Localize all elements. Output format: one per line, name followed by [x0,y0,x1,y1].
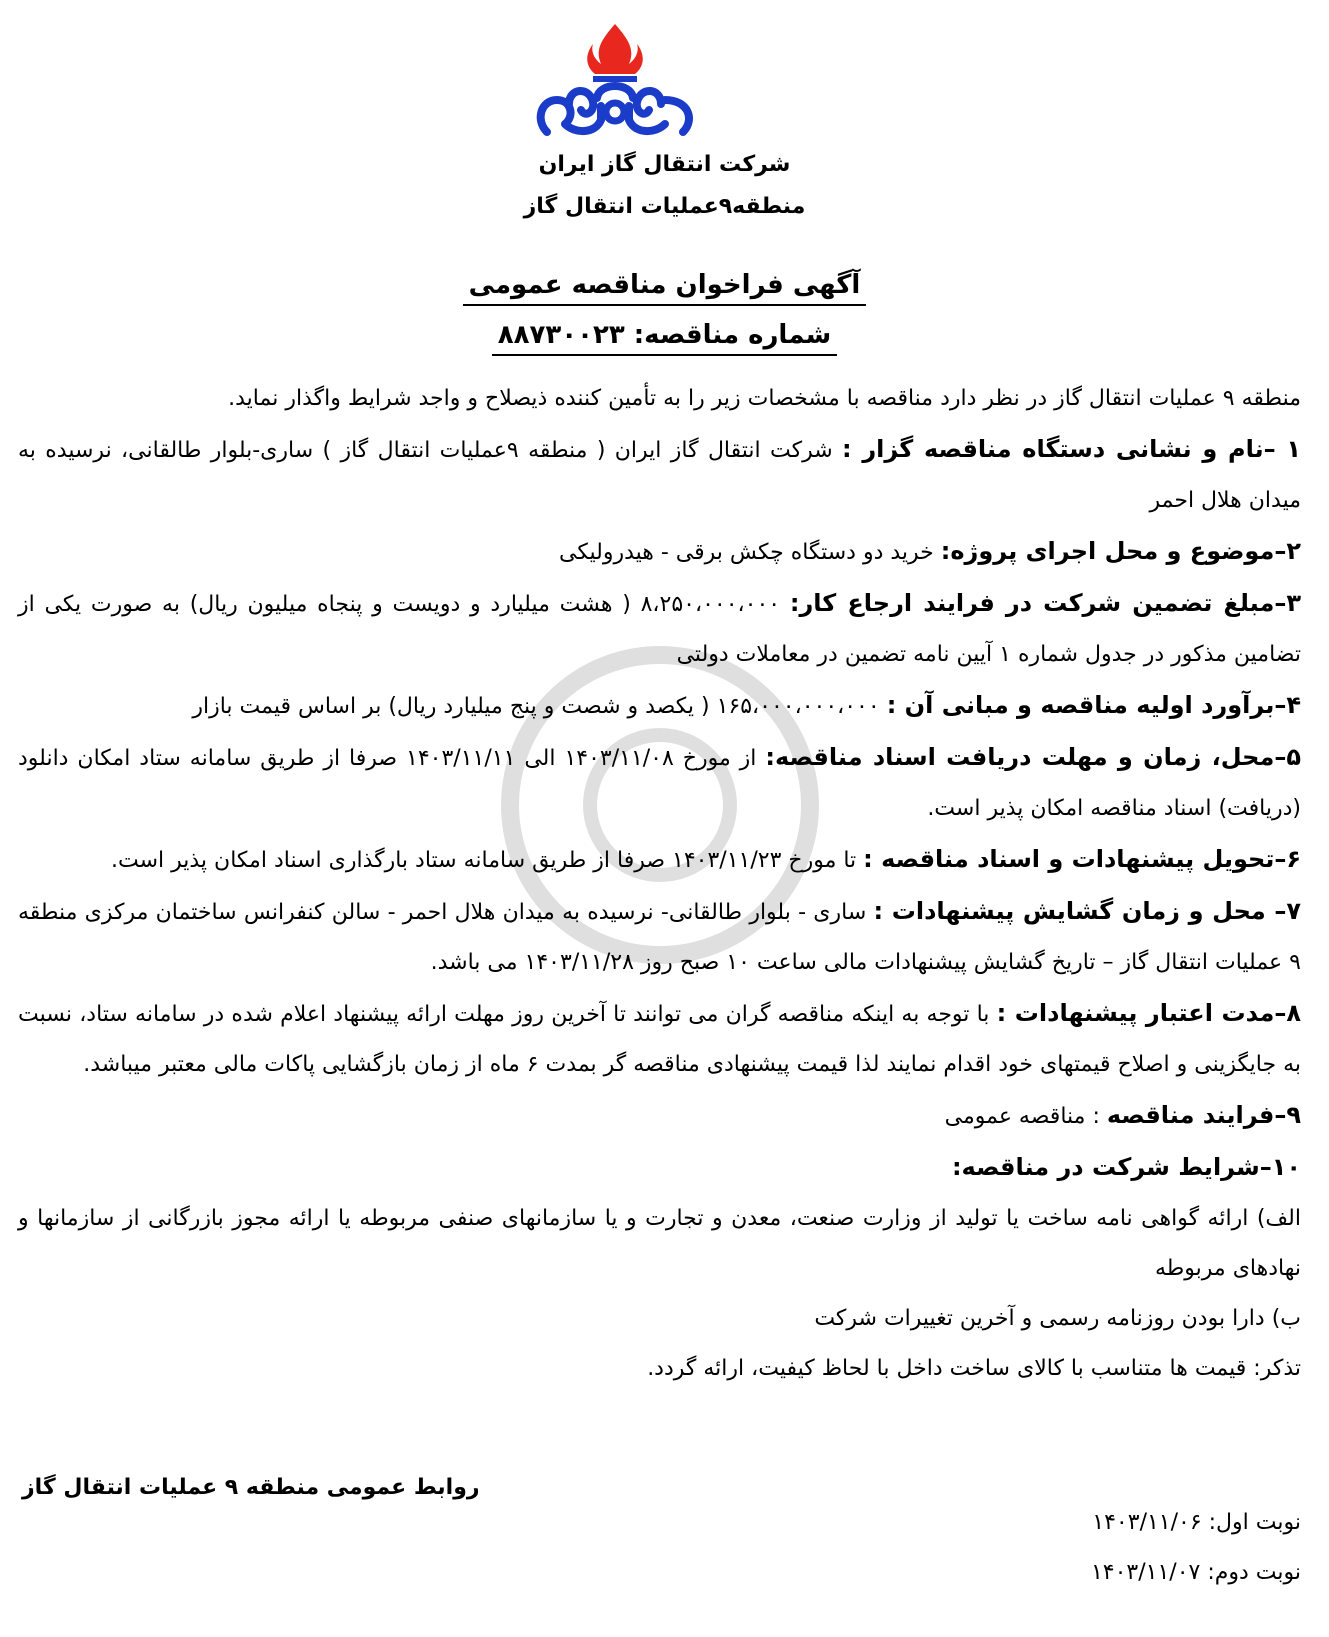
condition-a: الف) ارائه گواهی نامه ساخت یا تولید از وزارت صنعت، معدن و تجارت و یا سازمانهای صنفی مربوطه یا ارائه مجوز بازرگانی از سازمانها و نهادهای مربوطه [18,1206,1301,1281]
tender-number: شماره مناقصه: ۸۸۷۳۰۰۲۳ [0,320,1329,356]
public-relations-signature: روابط عمومی منطقه ۹ عملیات انتقال گاز [22,1475,480,1500]
item-9: ۹–فرایند مناقصه : مناقصه عمومی [944,1101,1301,1129]
item-3: ۳–مبلغ تضمین شرکت در فرایند ارجاع کار: ۸،۲۵۰،۰۰۰،۰۰۰ ( هشت میلیارد و دویست و پنجاه میلیون ریال) به صورت یکی از تضامین مذکور در جدول شماره ۱ آیین نامه تضمین در معاملات دولتی [18,589,1301,667]
item-6: ۶–تحویل پیشنهادات و اسناد مناقصه : تا مورخ ۱۴۰۳/۱۱/۲۳ صرفا از طریق سامانه ستاد بارگذاری اسناد امکان پذیر است. [110,845,1301,873]
condition-b: ب) دارا بودن روزنامه رسمی و آخرین تغییرات شرکت [814,1306,1301,1331]
item-7: ۷– محل و زمان گشایش پیشنهادات : ساری - بلوار طالقانی- نرسیده به میدان هلال احمر - سالن کنفرانس ساختمان مرکزی منطقه ۹ عملیات انتقال گاز – تاریخ گشایش پیشنهادات مالی ساعت ۱۰ صبح روز ۱۴۰۳/۱۱/۲۸ می باشد. [18,897,1301,975]
item-5: ۵–محل، زمان و مهلت دریافت اسناد مناقصه: از مورخ ۱۴۰۳/۱۱/۰۸ الی ۱۴۰۳/۱۱/۱۱ صرفا از طریق سامانه ستاد امکان دانلود (دریافت) اسناد مناقصه امکان پذیر است. [18,743,1301,821]
nigc-logo [535,20,695,148]
item-8: ۸–مدت اعتبار پیشنهادات : با توجه به اینکه مناقصه گران می توانند تا آخرین روز مهلت ارائه پیشنهاد اعلام شده در سامانه ستاد، نسبت به جایگزینی و اصلاح قیمتهای خود اقدام نمایند لذا قیمت پیشنهادی مناقصه گر بمدت ۶ ماه از زمان بازگشایی پاکات مالی معتبر میباشد. [18,999,1301,1077]
item-2: ۲–موضوع و محل اجرای پروژه: خرید دو دستگاه چکش برقی - هیدرولیکی [559,537,1301,565]
company-name: شرکت انتقال گاز ایران [538,152,791,177]
second-publication-date: نوبت دوم: ۱۴۰۳/۱۱/۰۷ [1090,1560,1301,1585]
notice-title: آگهی فراخوان مناقصه عمومی [0,270,1329,306]
item-4: ۴–برآورد اولیه مناقصه و مبانی آن : ۱۶۵،۰۰۰،۰۰۰،۰۰۰ ( یکصد و شصت و پنج میلیارد ریال) بر اساس قیمت بازار [192,691,1301,719]
intro-text: منطقه ۹ عملیات انتقال گاز در نظر دارد مناقصه با مشخصات زیر را به تأمین کننده ذیصلاح و واجد شرایط واگذار نماید. [228,386,1301,411]
item-1: ۱ –نام و نشانی دستگاه مناقصه گزار : شرکت انتقال گاز ایران ( منطقه ۹عملیات انتقال گاز ) ساری-بلوار طالقانی، نرسیده به میدان هلال احمر [18,435,1301,513]
price-note: تذکر: قیمت ها متناسب با کالای ساخت داخل با لحاظ کیفیت، ارائه گردد. [647,1356,1301,1381]
first-publication-date: نوبت اول: ۱۴۰۳/۱۱/۰۶ [1092,1510,1301,1535]
notice-body [18,374,1301,1394]
item-10: ۱۰–شرایط شرکت در مناقصه: [951,1153,1301,1181]
region-name: منطقه۹عملیات انتقال گاز [523,194,806,219]
